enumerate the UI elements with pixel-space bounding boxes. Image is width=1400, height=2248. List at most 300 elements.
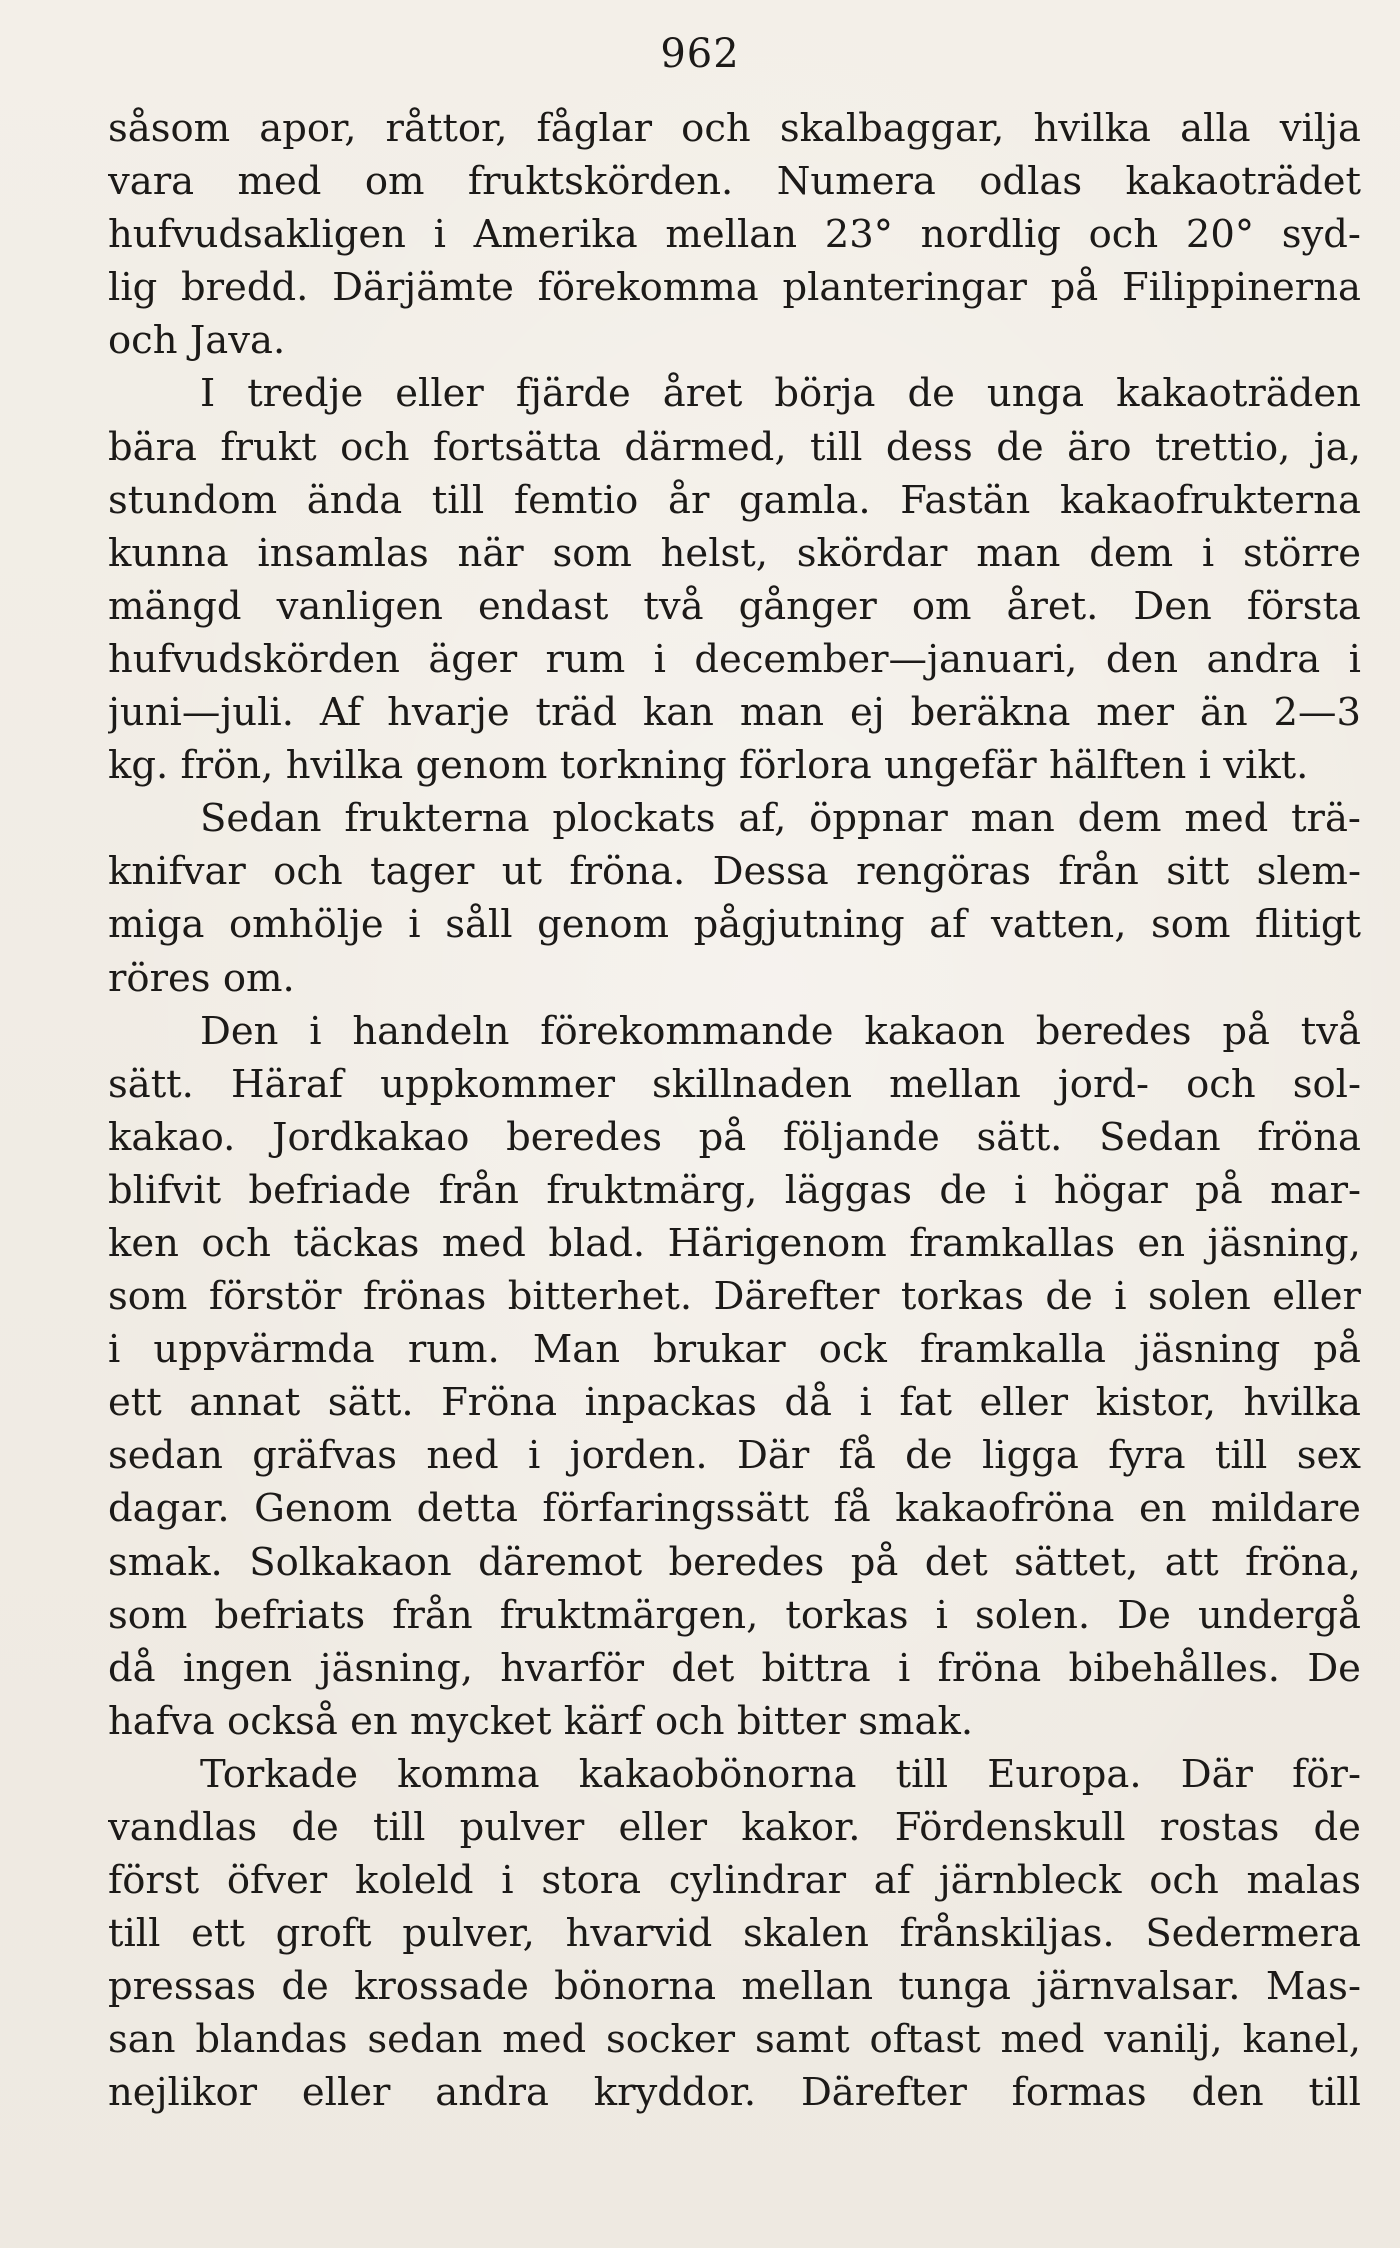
word: i [1014, 1167, 1027, 1213]
word: första [1246, 583, 1361, 629]
word: röres [108, 955, 211, 1001]
word: fortsätta [433, 424, 601, 470]
word: omhölje [229, 902, 384, 948]
text-line [108, 1960, 1361, 2013]
word: Fröna [441, 1380, 558, 1426]
text-line [108, 1217, 1361, 1270]
text-line [108, 1482, 1361, 1535]
word: 2—3 [1273, 690, 1361, 736]
word: och [1186, 1061, 1256, 1107]
word: trettio, [1155, 424, 1291, 470]
word: sitt [1166, 849, 1230, 895]
word: och [655, 1698, 725, 1744]
word: solen. [975, 1592, 1091, 1638]
text-line [108, 2013, 1361, 2066]
word: bibehålles. [1068, 1645, 1281, 1691]
word: odlas [979, 159, 1083, 205]
word: juni—juli. [108, 690, 294, 736]
word: ungefär [883, 743, 1037, 789]
word: det [924, 1539, 988, 1585]
word: också [227, 1698, 338, 1744]
word: formas [1011, 2070, 1147, 2116]
word: ett [108, 1380, 162, 1426]
word: vikt. [1223, 743, 1309, 789]
word: man [970, 796, 1055, 842]
word: läggas [784, 1167, 912, 1213]
word: i [898, 1645, 911, 1691]
word: ligga [981, 1433, 1079, 1479]
word: fröna [1257, 1114, 1361, 1160]
word: femtio [513, 477, 639, 523]
word: ned [426, 1433, 499, 1479]
word: i [859, 1380, 872, 1426]
word: groft [275, 1911, 372, 1957]
word: man [976, 530, 1061, 576]
text-line [108, 898, 1361, 951]
word: dem [1077, 796, 1162, 842]
word: fat [899, 1380, 952, 1426]
word: skalen [742, 1911, 869, 1957]
word: sol- [1292, 1061, 1361, 1107]
text-line [108, 1536, 1361, 1589]
word: förstör [208, 1274, 342, 1320]
word: få [838, 1433, 876, 1479]
text-line [108, 314, 1361, 367]
word: två [643, 583, 704, 629]
text-line [108, 1005, 1361, 1058]
word: järnvalsar. [1036, 1964, 1241, 2010]
word: Därefter [800, 2070, 967, 2116]
text-line [108, 1695, 1361, 1748]
word: ej [849, 690, 885, 736]
word: Den [1133, 583, 1212, 629]
word: i [1114, 1274, 1127, 1320]
word: en [1138, 1486, 1187, 1532]
word: till [372, 1805, 426, 1850]
word: sedan [108, 1433, 223, 1479]
word: från [392, 1592, 473, 1638]
word: i [108, 1327, 121, 1373]
word: endast [477, 583, 609, 629]
word: af [873, 1858, 911, 1904]
word: apor, [259, 106, 357, 151]
word: annat [189, 1380, 301, 1426]
word: året [662, 371, 743, 417]
text-line [108, 1429, 1361, 1482]
word: inpackas [584, 1380, 757, 1426]
word: malas [1246, 1858, 1361, 1904]
word: en [1137, 1220, 1186, 1266]
word: sex [1296, 1433, 1361, 1479]
word: som [108, 1592, 188, 1638]
word: mildare [1211, 1486, 1361, 1532]
word: Genom [254, 1486, 393, 1532]
word: såll [445, 902, 513, 948]
text-line [108, 1589, 1361, 1642]
word: De [1117, 1592, 1171, 1638]
word: på [698, 1114, 747, 1160]
word: kärf [563, 1698, 643, 1744]
word: skördar [796, 530, 948, 576]
word: befriade [248, 1167, 412, 1213]
word: till [809, 424, 863, 470]
word: rengöras [856, 849, 1032, 895]
word: hafva [108, 1698, 215, 1744]
word: i [1201, 530, 1215, 576]
word: kakaofröna [895, 1486, 1115, 1532]
word: kakaon [864, 1008, 1005, 1054]
word: oftast [869, 2017, 981, 2063]
word: hvilka [1033, 106, 1151, 151]
word: fjärde [515, 371, 631, 417]
word: i [1348, 636, 1361, 682]
word: jord- [1057, 1061, 1150, 1107]
text-line [108, 1854, 1361, 1907]
word: i [433, 212, 446, 258]
word: träd [535, 690, 618, 736]
word: flitigt [1255, 902, 1361, 948]
word: eller [979, 1380, 1069, 1426]
word: kakaofrukterna [1059, 477, 1361, 523]
word: alla [1180, 106, 1251, 151]
word: kg. [108, 743, 169, 789]
word: hufvudskörden [108, 636, 400, 682]
word: till [431, 477, 485, 523]
word: kakor. [741, 1805, 861, 1850]
word: genom [537, 902, 670, 948]
word: Sedan [1099, 1114, 1221, 1160]
text-line [108, 1907, 1361, 1960]
word: såsom [108, 106, 231, 151]
text-line [108, 633, 1361, 686]
page-number: 962 [660, 31, 740, 77]
word: däremot [478, 1539, 643, 1585]
word: af, [738, 796, 787, 842]
word: 23° [824, 212, 893, 258]
word: förekomma [537, 265, 759, 311]
word: Java. [189, 318, 286, 364]
word: smak. [858, 1698, 974, 1744]
word: De [1307, 1645, 1361, 1691]
word: nejlikor [108, 2070, 258, 2116]
text-line [108, 421, 1361, 474]
word: den [1105, 636, 1179, 682]
word: hvilka [285, 743, 404, 789]
word: för- [1292, 1751, 1361, 1797]
word: i [309, 1008, 322, 1054]
word: ett [191, 1911, 245, 1957]
word: uppvärmda [153, 1327, 375, 1373]
word: pressas [108, 1964, 257, 2010]
text-line [108, 208, 1361, 261]
word: december—januari, [694, 636, 1078, 682]
word: brukar [653, 1327, 786, 1373]
word: Man [532, 1327, 621, 1373]
word: som [552, 530, 632, 576]
word: de [281, 1964, 329, 2010]
word: beredes [1035, 1008, 1192, 1054]
word: och [201, 1220, 271, 1266]
word: vilja [1279, 106, 1361, 151]
word: att [1164, 1539, 1219, 1585]
word: tredje [247, 371, 364, 417]
word: Af [319, 690, 362, 736]
word: dagar. [108, 1486, 230, 1532]
word: täckas [293, 1220, 420, 1266]
word: befriats [214, 1592, 366, 1638]
word: tager [370, 849, 475, 895]
word: Dessa [712, 849, 829, 895]
word: hvarför [500, 1645, 644, 1691]
word: kanel, [1242, 2017, 1361, 2063]
word: till [108, 1911, 161, 1957]
word: stora [541, 1858, 642, 1904]
body-text [108, 102, 1361, 2120]
word: Numera [776, 159, 936, 205]
word: kakao. [108, 1114, 236, 1160]
word: sätt. [976, 1114, 1063, 1160]
word: kakaoträdet [1125, 159, 1361, 205]
word: år [668, 477, 710, 523]
word: på [850, 1539, 899, 1585]
word: eller [618, 1805, 708, 1850]
word: tunga [898, 1964, 1012, 2010]
text-line [108, 952, 1361, 1005]
word: sedan [367, 2017, 483, 2063]
word: lig [108, 265, 158, 311]
text-line [108, 155, 1361, 208]
word: dess [885, 424, 973, 470]
word: Amerika [473, 212, 638, 258]
word: i [408, 902, 421, 948]
word: rum [545, 636, 626, 682]
word: framkallas [909, 1220, 1115, 1266]
word: Häraf [230, 1061, 344, 1107]
word: från [438, 1167, 519, 1213]
word: af [929, 902, 967, 948]
word: bönorna [554, 1964, 717, 2010]
word: om [364, 159, 425, 205]
word: till [895, 1751, 949, 1797]
word: bittra [761, 1645, 871, 1691]
word: fruktmärgen, [499, 1592, 759, 1638]
text-line [108, 792, 1361, 845]
word: komma [397, 1751, 540, 1797]
word: syd- [1281, 212, 1361, 258]
text-line [108, 527, 1361, 580]
word: till [1214, 1433, 1268, 1479]
text-line [108, 739, 1361, 792]
text-line [108, 1111, 1361, 1164]
word: kan [642, 690, 714, 736]
word: Därjämte [332, 265, 514, 311]
word: man [739, 690, 825, 736]
text-line [108, 1748, 1361, 1801]
word: nordlig [920, 212, 1061, 258]
text-line [108, 474, 1361, 527]
word: frön, [180, 743, 274, 789]
word: sätt. [327, 1380, 414, 1426]
text-line [108, 367, 1361, 420]
word: insamlas [257, 530, 429, 576]
word: vara [108, 159, 195, 205]
word: Solkakaon [249, 1539, 452, 1585]
word: skillnaden [652, 1061, 853, 1107]
word: detta [416, 1486, 518, 1532]
word: torkning [559, 743, 727, 789]
word: få [833, 1486, 871, 1532]
word: en [350, 1698, 398, 1744]
word: Sedan [200, 796, 322, 842]
word: cylindrar [668, 1858, 847, 1904]
word: när [457, 530, 524, 576]
word: två [1300, 1008, 1361, 1054]
word: Fastän [900, 477, 1031, 523]
word: gräfvas [252, 1433, 398, 1479]
word: ock [818, 1327, 887, 1373]
text-line [108, 1642, 1361, 1695]
word: kunna [108, 530, 229, 576]
word: dem [1089, 530, 1174, 576]
word: högar [1053, 1167, 1168, 1213]
word: i [935, 1592, 948, 1638]
word: större [1242, 530, 1361, 576]
word: som [108, 1274, 188, 1320]
word: slem- [1256, 849, 1361, 895]
word: helst, [660, 530, 769, 576]
word: mängd [108, 583, 242, 629]
word: jäsning, [1207, 1220, 1361, 1266]
word: eller [1272, 1274, 1361, 1320]
word: rum. [407, 1327, 500, 1373]
word: bitterhet. [507, 1274, 693, 1320]
word: uppkommer [380, 1061, 615, 1107]
word: därmed, [624, 424, 787, 470]
word: fruktskörden. [467, 159, 734, 205]
word: än [1199, 690, 1248, 736]
word: bära [108, 424, 197, 470]
word: vanilj, [1104, 2017, 1223, 2063]
word: ken [108, 1220, 179, 1266]
word: Mas- [1265, 1964, 1361, 2010]
word: på [1222, 1008, 1270, 1054]
word: fåglar [536, 106, 653, 151]
word: de [905, 1433, 953, 1479]
word: smak. [108, 1539, 223, 1585]
word: och [108, 318, 178, 364]
word: hvarje [387, 690, 510, 736]
word: Europa. [987, 1751, 1142, 1797]
word: råttor, [385, 106, 508, 151]
word: förekommande [540, 1008, 834, 1054]
word: med [237, 159, 322, 205]
text-line [108, 1376, 1361, 1429]
word: kistor, [1095, 1380, 1217, 1426]
word: mar- [1270, 1167, 1361, 1213]
word: fruktmärg, [546, 1167, 758, 1213]
word: äro [1067, 424, 1132, 470]
word: och [681, 106, 751, 151]
word: samt [754, 2017, 850, 2063]
word: vatten, [990, 902, 1127, 948]
word: bitter [736, 1698, 846, 1744]
word: sätt. [108, 1061, 194, 1107]
word: rostas [1159, 1805, 1280, 1850]
word: beredes [506, 1114, 662, 1160]
text-line [108, 580, 1361, 633]
word: koleld [354, 1858, 474, 1904]
word: eller [395, 371, 484, 417]
word: i [653, 636, 666, 682]
word: pågjutning [693, 902, 905, 948]
word: hälften [1048, 743, 1187, 789]
text-line [108, 1801, 1361, 1854]
word: med [1000, 2017, 1085, 2063]
word: undergå [1197, 1592, 1361, 1638]
word: om. [222, 955, 295, 1001]
word: och [1088, 212, 1159, 258]
word: frukterna [344, 796, 530, 842]
word: beräkna [910, 690, 1071, 736]
word: först [108, 1858, 200, 1904]
word: börja [774, 371, 876, 417]
word: Fördenskull [894, 1805, 1126, 1850]
word: öfver [226, 1858, 328, 1904]
word: trä- [1291, 796, 1361, 842]
word: med [441, 1220, 526, 1266]
word: mellan [665, 212, 798, 258]
word: fyra [1108, 1433, 1186, 1479]
word: san [108, 2017, 176, 2063]
word: pulver, [402, 1911, 535, 1957]
word: Därefter [713, 1274, 880, 1320]
word: på [1195, 1167, 1243, 1213]
word: vanligen [276, 583, 443, 629]
word: genom [415, 743, 548, 789]
word: fröna, [1245, 1539, 1361, 1585]
word: gånger [738, 583, 877, 629]
word: frukt [220, 424, 317, 470]
word: sättet, [1014, 1539, 1139, 1585]
word: de [291, 1805, 339, 1850]
word: knifvar [108, 849, 246, 895]
word: de [996, 424, 1044, 470]
word: pulver [459, 1805, 585, 1850]
word: kryddor. [593, 2070, 757, 2116]
word: då [108, 1645, 156, 1691]
word: andra [435, 2070, 549, 2116]
word: frönas [362, 1274, 487, 1320]
word: Härigenom [667, 1220, 887, 1266]
word: handeln [352, 1008, 510, 1054]
word: andra [1206, 636, 1321, 682]
word: I [200, 371, 216, 417]
word: stundom [108, 477, 278, 523]
word: den [1191, 2070, 1264, 2116]
text-line [108, 1270, 1361, 1323]
word: Torkade [200, 1751, 358, 1797]
word: järnbleck [938, 1858, 1122, 1904]
word: unga [986, 371, 1085, 417]
word: förlora [738, 743, 872, 789]
word: beredes [668, 1539, 825, 1585]
word: socker [606, 2017, 736, 2063]
word: hufvudsakligen [108, 212, 406, 258]
word: de [907, 371, 955, 417]
word: de [1313, 1805, 1361, 1850]
word: som [1151, 902, 1231, 948]
word: i [527, 1433, 541, 1479]
